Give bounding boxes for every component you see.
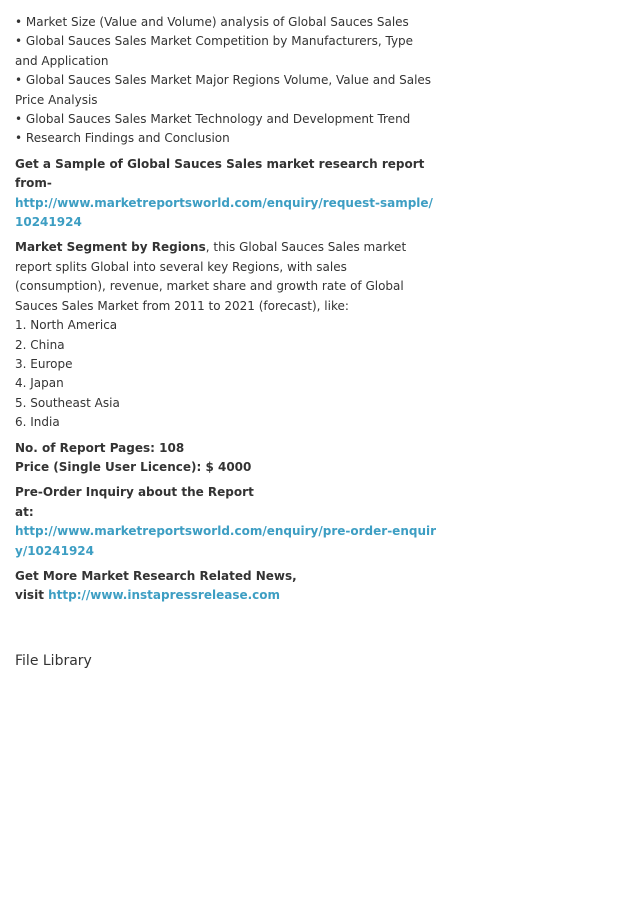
news-link[interactable]: http://www.instapressrelease.com: [48, 588, 281, 603]
region-item: 1. North America: [15, 318, 118, 333]
preorder-heading-at: at:: [15, 504, 34, 519]
report-info: [15, 439, 427, 478]
sample-link[interactable]: [15, 194, 433, 213]
news-visit-line: [15, 586, 427, 605]
news-visit-label: visit: [15, 588, 44, 603]
bullet-item: • Global Sauces Sales Market Technology and Development Trend: [15, 112, 411, 127]
bullet-item: • Global Sauces Sales Market Competition by Manufacturers, Type: [15, 34, 414, 49]
sample-link-part1[interactable]: http://www.marketreportsworld.com/enquiry/request-sample/: [15, 195, 433, 210]
sample-section: [15, 155, 433, 233]
bullet-list: [15, 13, 432, 149]
region-item: 4. Japan: [15, 376, 64, 391]
region-item: 3. Europe: [15, 356, 73, 371]
segment-line-1-rest: , this Global Sauces Sales market: [205, 240, 407, 255]
sample-link-part2[interactable]: 10241924: [15, 215, 82, 230]
region-item: 6. India: [15, 415, 60, 430]
report-pages: No. of Report Pages: 108: [15, 440, 185, 455]
preorder-section: [15, 483, 437, 561]
segment-line-2: report splits Global into several key Regions, with sales: [15, 259, 347, 274]
bullet-item-continuation: Price Analysis: [15, 92, 98, 107]
segment-line-1: [15, 238, 427, 257]
bullet-item: • Research Findings and Conclusion: [15, 131, 230, 146]
bullet-item: • Global Sauces Sales Market Major Regions Volume, Value and Sales: [15, 73, 432, 88]
sample-link-cont[interactable]: [15, 213, 427, 232]
bullet-item-continuation: and Application: [15, 53, 109, 68]
preorder-link-part2[interactable]: y/10241924: [15, 543, 95, 558]
news-heading: Get More Market Research Related News,: [15, 568, 297, 583]
segment-line-3: (consumption), revenue, market share and growth rate of Global: [15, 279, 404, 294]
document-body: [15, 13, 437, 606]
sample-heading: Get a Sample of Global Sauces Sales market research report: [15, 156, 425, 171]
preorder-link-part1[interactable]: http://www.marketreportsworld.com/enquiry/pre-order-enquir: [15, 524, 437, 539]
report-price: Price (Single User Licence): $ 4000: [15, 459, 252, 474]
segment-bold-label: Market Segment by Regions: [15, 240, 206, 255]
sample-heading-from: from-: [15, 176, 52, 191]
preorder-link-cont[interactable]: [15, 542, 427, 561]
segment-line-4: Sauces Sales Market from 2011 to 2021 (forecast), like:: [15, 298, 349, 313]
preorder-heading: Pre-Order Inquiry about the Report: [15, 485, 254, 500]
region-item: 5. Southeast Asia: [15, 395, 120, 410]
bullet-item: • Market Size (Value and Volume) analysis of Global Sauces Sales: [15, 15, 409, 29]
news-section: [15, 567, 427, 606]
preorder-link[interactable]: [15, 522, 437, 541]
region-item: 2. China: [15, 337, 65, 352]
segment-section: [15, 238, 427, 432]
file-library-title: File Library: [15, 653, 92, 669]
